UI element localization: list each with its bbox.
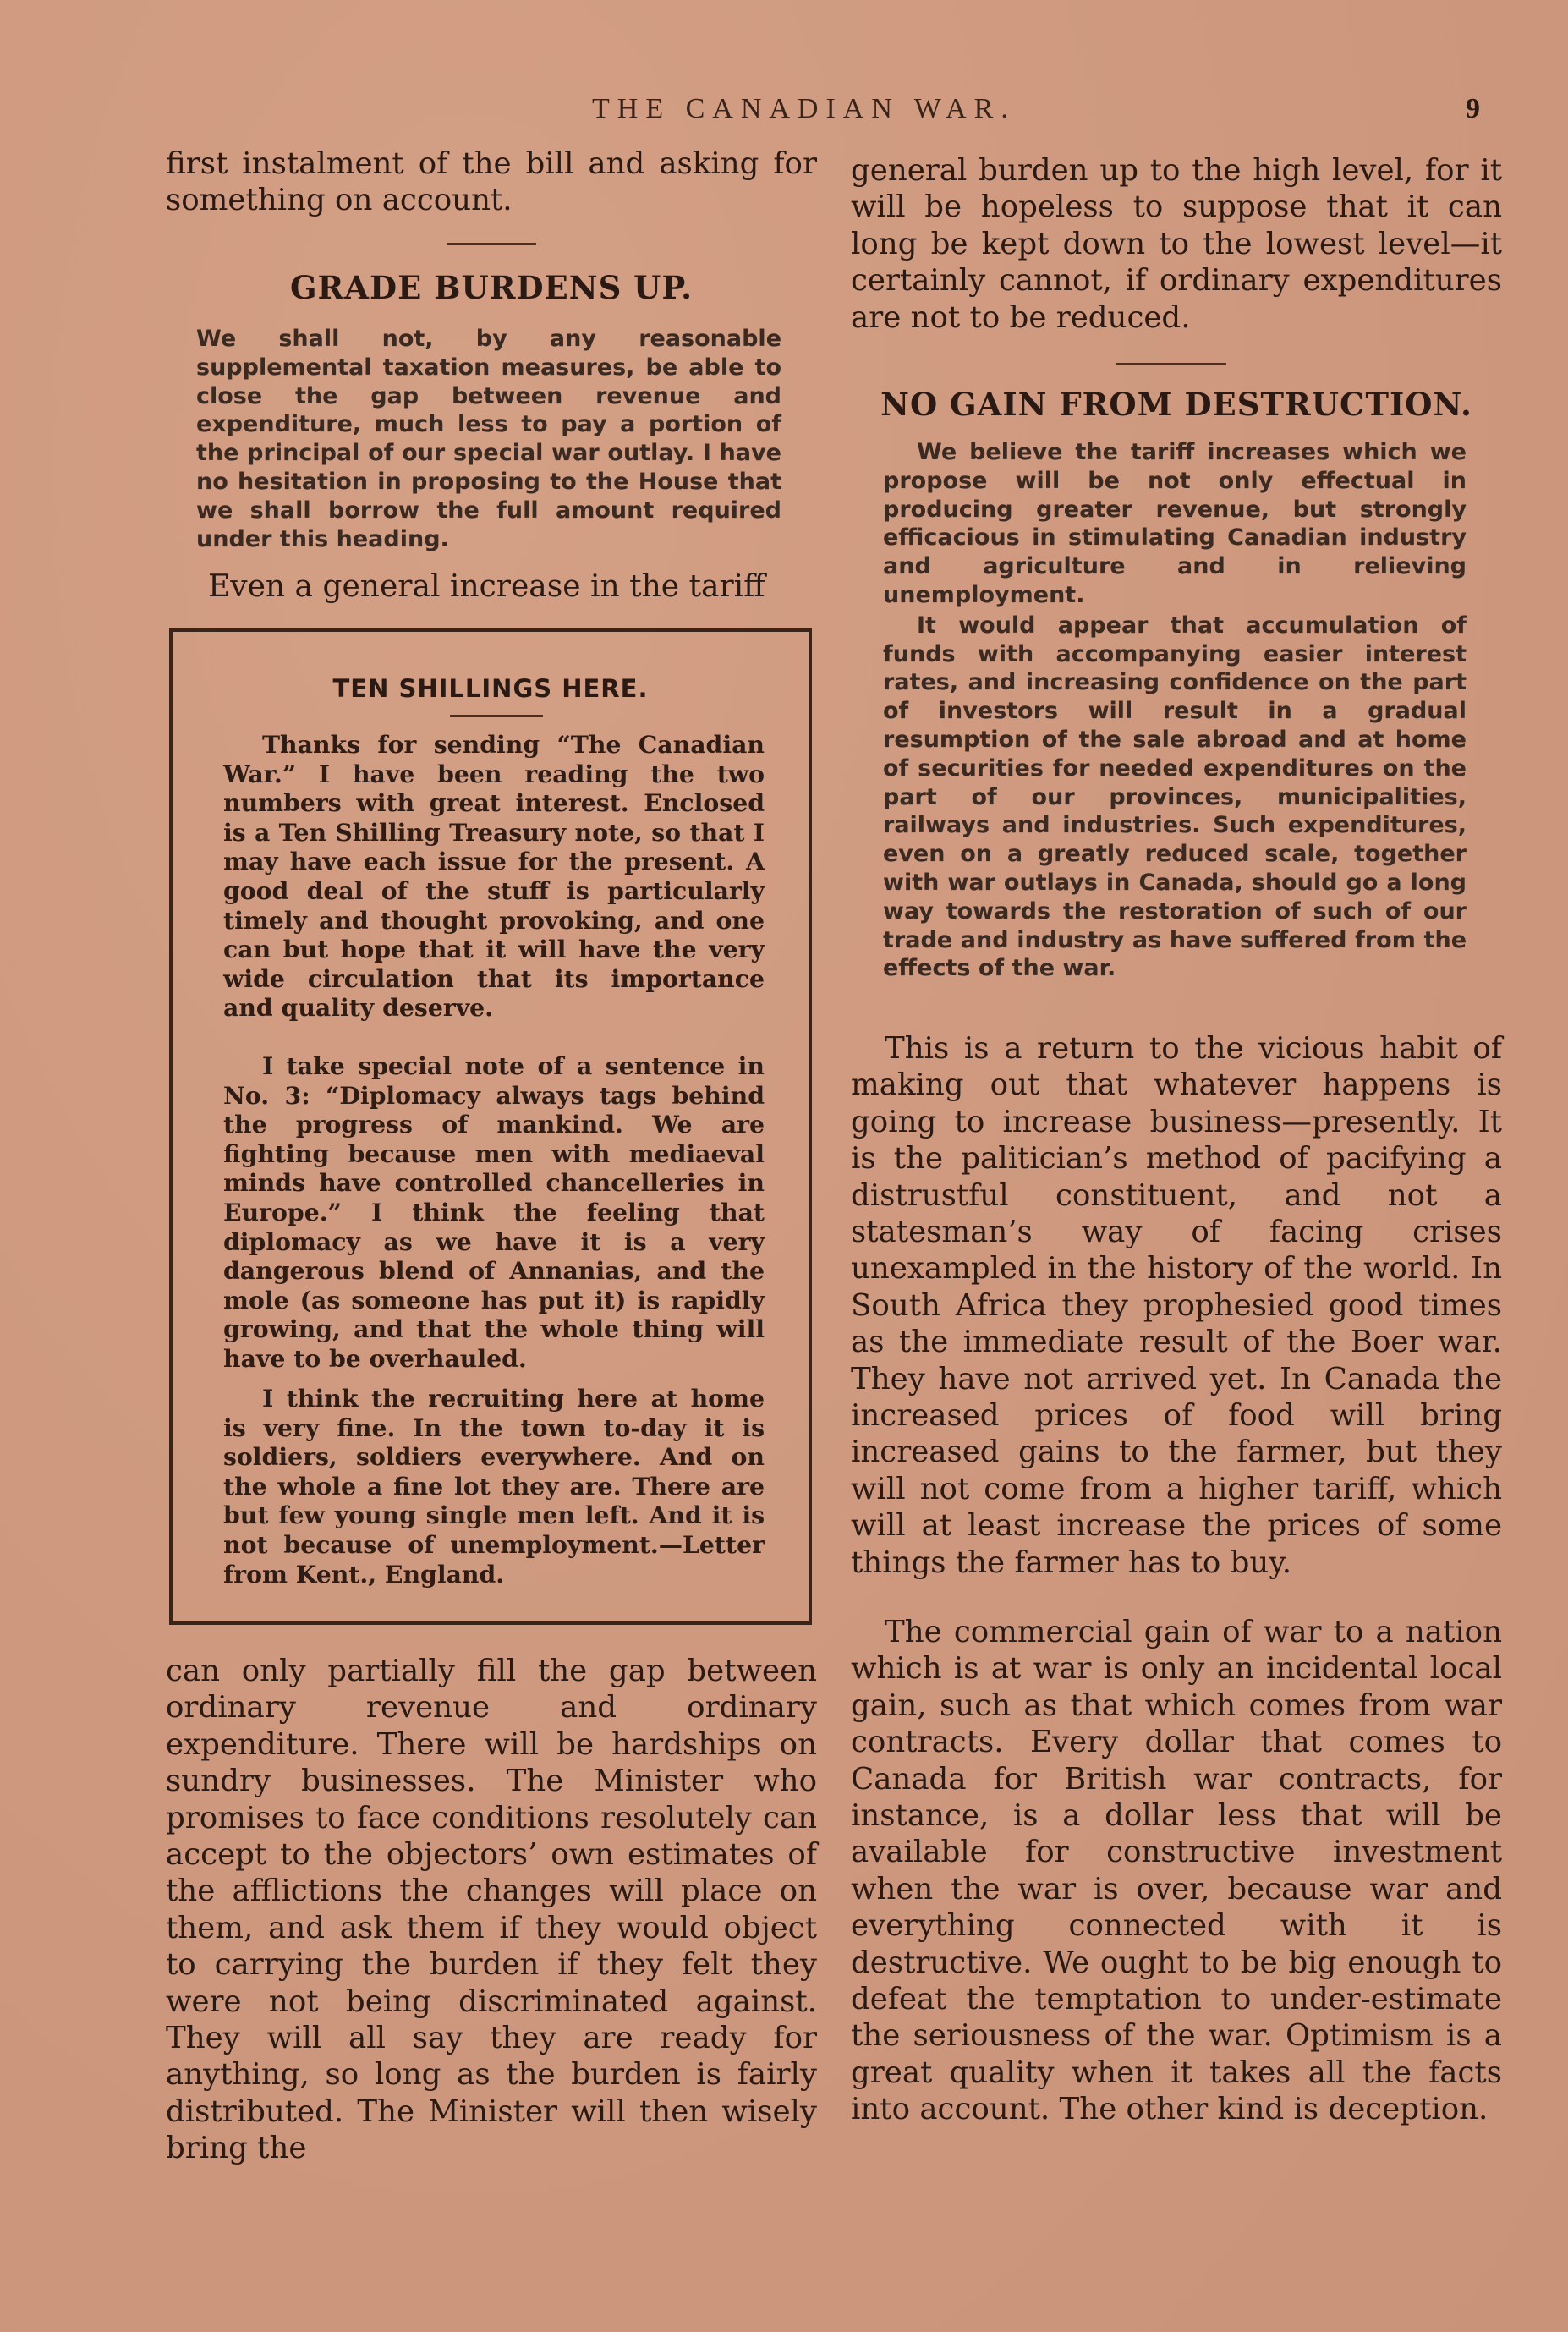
- right-divider-rule: [1116, 363, 1226, 365]
- ten-shillings-heading: TEN SHILLINGS HERE.: [332, 674, 649, 703]
- grade-burdens-lead: We shall not, by any reasonable supplemental taxation measures, be able to close the gap between revenue and expenditure, much less to pay a portion of the principal of our special war outlay. I have no hesitation in proposing to the House that we shall borrow the full amount required under this heading.: [196, 326, 781, 552]
- right-intro-block: [851, 152, 1502, 336]
- running-header: [169, 93, 1505, 135]
- page-number: 9: [1466, 93, 1480, 124]
- no-gain-lead-2: It would appear that accumulation of funds with accompanying easier interest rates, and increasing confidence on the part of investors will result in a gradual resumption of the sale abroad and at home of securities for needed expenditures on the part of our provinces, municipalities, railways and industries. Such expenditures, even on a greatly reduced scale, together with war outlays in Canada, should go a long way towards the restoration of such of our trade and industry as have suffered from the effects of the war.: [883, 612, 1467, 982]
- right-para1-block: [851, 1030, 1502, 1581]
- left-heading-block: [166, 269, 817, 306]
- right-para2-block: [851, 1614, 1502, 2128]
- no-gain-lead-1: We believe the tariff increases which we propose will be not only effectual in producing greater revenue, but strongly efficacious in stimulating Canadian industry and agriculture and in relieving unemployment.: [883, 439, 1467, 608]
- right-lead-block: [883, 438, 1467, 983]
- letter-paragraph-3: I think the recruiting here at home is very fine. In the town to-day it is soldiers, soldiers everywhere. And on the whole a fine lot they are. There are but few young single men left. And it is not because of unemployment.—Letter from Kent., England.: [223, 1384, 765, 1589]
- box-divider-rule: [450, 715, 543, 717]
- running-title: THE CANADIAN WAR.: [592, 93, 1016, 124]
- left-para1-block: [208, 568, 814, 605]
- right-paragraph-vicious-habit: This is a return to the vicious habit of making out that whatever happens is going to increase business—presently. It is the palitician’s method of pacifying a distrustful constituent, and not a statesman’s way of facing crises unexampled in the history of the world. In South Africa they prophesied good times as the immediate result of the Boer war. They have not arrived yet. In Canada the increased prices of food will bring increased gains to the farmer, but they will not come from a higher tariff, which will at least increase the prices of some things the farmer has to buy.: [851, 1031, 1502, 1580]
- left-paragraph-tariff: Even a general increase in the tariff: [208, 569, 765, 604]
- left-divider-rule: [447, 243, 536, 245]
- left-para2-block: [166, 1653, 817, 2167]
- left-paragraph-burden: can only partially fill the gap between ordinary revenue and ordinary expenditure. There will be hardships on sundry businesses. The Minister who promises to face conditions resolutely can accept to the objectors’ own estimates of the afflictions the changes will place on them, and ask them if they would object to carrying the burden if they felt they were not being discriminated against. They will all say they are ready for anything, so long as the burden is fairly distributed. The Minister will then wisely bring the: [166, 1654, 817, 2166]
- grade-burdens-heading: GRADE BURDENS UP.: [289, 269, 694, 306]
- letter-paragraph-2: I take special note of a sentence in No. 3: “Diplomacy always tags behind the progress of mankind. We are fighting because men with mediaeval minds have controlled chancelleries in Europe.” I think the feeling that diplomacy as we have it is a very dangerous blend of Annanias, and the mole (as someone has put it) is rapidly growing, and that the whole thing will have to be overhauled.: [223, 1051, 765, 1373]
- right-paragraph-commercial-gain: The commercial gain of war to a nation which is at war is only an incidental local gain, such as that which comes from war contracts. Every dollar that comes to Canada for British war contracts, for instance, is a dollar less that will be available for constructive investment when the war is over, because war and everything connected with it is destructive. We ought to be big enough to defeat the temptation to under-estimate the seriousness of the war. Optimism is a great quality when it takes all the facts into account. The other kind is deception.: [851, 1615, 1502, 2127]
- left-lead-block: [196, 325, 781, 553]
- letter-box: [169, 628, 812, 1625]
- right-heading-block: [851, 386, 1502, 423]
- right-intro-paragraph: general burden up to the high level, for it will be hopeless to suppose that it can long be kept down to the lowest level—it certainly cannot, if ordinary expenditures are not to be reduced.: [851, 153, 1502, 335]
- left-column-top: [166, 145, 817, 219]
- left-intro-paragraph: first instalment of the bill and asking for something on account.: [166, 146, 817, 218]
- letter-paragraph-1: Thanks for sending “The Canadian War.” I have been reading the two numbers with great interest. Enclosed is a Ten Shilling Treasury note, so that I may have each issue for the present. A good deal of the stuff is particularly timely and thought provoking, and one can but hope that it will have the very wide circulation that its importance and quality deserve.: [223, 730, 765, 1023]
- no-gain-heading: NO GAIN FROM DESTRUCTION.: [880, 386, 1472, 423]
